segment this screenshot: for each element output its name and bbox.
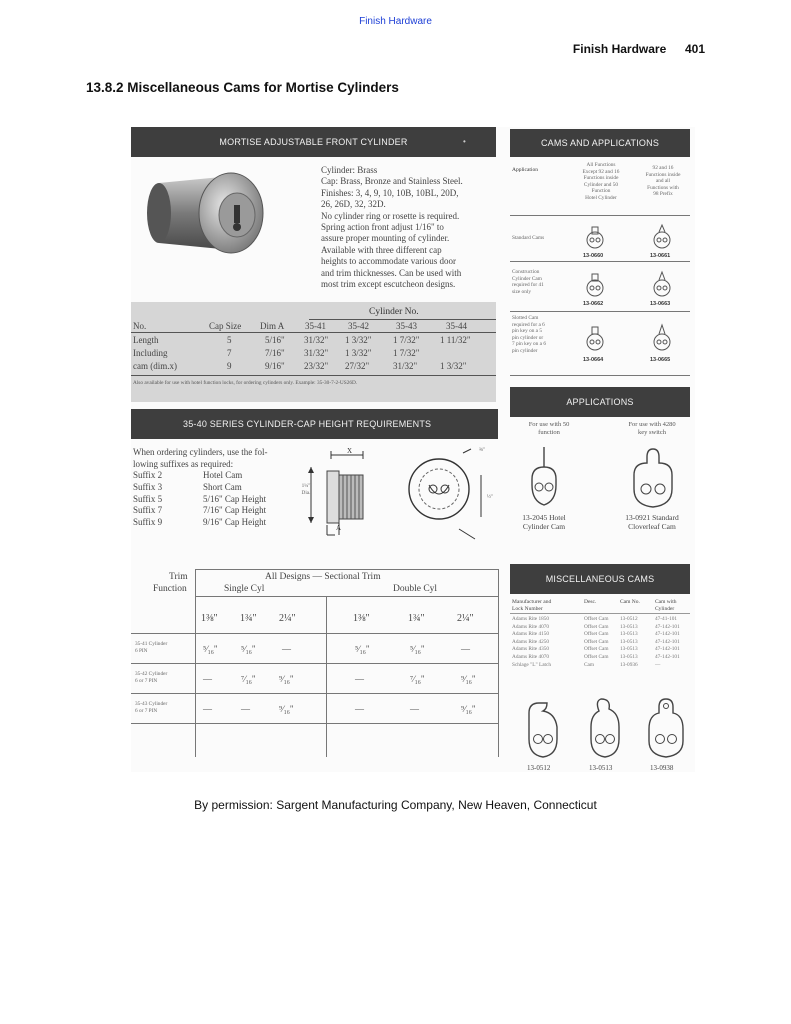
series-heading-bar [131, 409, 498, 439]
desc-line: heights to accommodate various door [321, 256, 456, 267]
misc-row [512, 654, 680, 662]
misc-cell: — [655, 661, 661, 668]
cam-13-0662-icon [584, 271, 606, 299]
cam-13-0938-icon [645, 695, 687, 761]
misc-header-mfr [512, 599, 551, 612]
table-cell: Including [133, 348, 168, 358]
misc-cell: Adams Rite 4150 [512, 631, 550, 638]
trim-cell: — [203, 674, 212, 684]
misc-row [512, 662, 680, 670]
misc-row [512, 631, 680, 639]
suffix-code: Suffix 2 [133, 470, 163, 480]
application-col1 [571, 162, 631, 201]
cam-13-0663-icon [651, 269, 673, 299]
trim-row-label: 35-41 Cylinder [135, 641, 168, 647]
trim-cell: ⁹⁄₁₆" [461, 674, 476, 684]
cam-row-label-block [512, 315, 546, 354]
misc-cell: 47-142-101 [655, 623, 680, 630]
suffix-desc: 9/16" Cap Height [203, 517, 267, 528]
misc-cell: 47-142-101 [655, 653, 680, 660]
table-header-cap: Cap Size [209, 321, 242, 331]
table-rule [131, 375, 496, 376]
table-cell: 1 7/32" [393, 348, 420, 358]
dim-dia-label: 1¼" Dia. [301, 483, 311, 496]
misc-header-with-cyl [655, 599, 677, 612]
note-line: For use with 4280 [628, 421, 676, 428]
top-link[interactable]: Finish Hardware [359, 16, 432, 27]
trim-rule [195, 569, 498, 570]
misc-cell: Offset Cam [584, 623, 609, 630]
desc-line: Cap: Brass, Bronze and Stainless Steel. [321, 176, 463, 187]
desc-line: No cylinder ring or rosette is required. [321, 210, 460, 221]
misc-cell: Adams Rite 4250 [512, 638, 550, 645]
misc-cell: 13-0513 [620, 638, 638, 645]
note-line: function [538, 428, 560, 436]
cam-row-label: pin cylinder or [512, 334, 544, 341]
cloverleaf-cam-icon [626, 445, 680, 511]
applications-left-note [514, 421, 584, 436]
applications-heading-bar [510, 387, 690, 417]
thickness-header: 2¼" [457, 613, 474, 624]
table-header-3542: 35-42 [348, 321, 369, 331]
misc-cell: Adams Rite 4070 [512, 653, 550, 660]
catalog-scan [131, 127, 695, 772]
single-cyl-label: Single Cyl [224, 584, 265, 594]
misc-cell: Offset Cam [584, 616, 609, 622]
cam-code: 13-0662 [583, 301, 604, 307]
col2-line: 92 and 16 [652, 165, 674, 171]
cam-code: 13-0661 [650, 253, 671, 259]
misc-cams-heading-bar [510, 564, 690, 594]
trim-cell: — [355, 704, 364, 714]
cams-rule [510, 215, 690, 216]
dim-a-label: A [336, 524, 342, 532]
misc-cell: 13-0513 [620, 646, 638, 653]
table-cell: 9 [227, 361, 232, 371]
hotel-cylinder-cam-icon [524, 445, 564, 511]
trim-row-label: 6 PIN [135, 648, 148, 654]
misc-cell: Cam [584, 661, 595, 668]
section-title: 13.8.2 Miscellaneous Cams for Mortise Cylinders [86, 80, 399, 95]
cloverleaf-cam-caption [615, 513, 689, 531]
cam-row-label: required for a 6 [512, 321, 545, 328]
cylinder-front-view-diagram [399, 445, 499, 545]
page-header [573, 42, 705, 56]
table-rule [309, 319, 496, 320]
trim-rule [131, 693, 499, 694]
misc-header-desc: Desc. [584, 599, 597, 605]
table-cell: 23/32" [304, 361, 329, 371]
figure-caption: By permission: Sargent Manufacturing Company, New Heaven, Connecticut [194, 798, 597, 812]
col1-line: Hotel Cylinder [585, 194, 617, 201]
misc-header-line: Cam with [655, 599, 677, 605]
all-designs-label: All Designs — Sectional Trim [265, 572, 381, 582]
thickness-header: 1⅜" [353, 613, 370, 624]
trim-cell: ⁵⁄₁₆" [203, 644, 218, 654]
trim-row-label: 6 or 7 PIN [135, 708, 158, 714]
trim-cell: — [282, 644, 291, 654]
table-header-dim: Dim A [260, 321, 285, 331]
applications-heading: APPLICATIONS [566, 397, 634, 407]
trim-rule [131, 663, 499, 664]
misc-cam-caption: 13-0513 [589, 764, 613, 772]
double-cyl-label: Double Cyl [393, 584, 438, 594]
caption-line: Cylinder Cam [522, 522, 566, 531]
dim-x-label: X [347, 447, 353, 455]
trim-cell: ⁹⁄₁₆" [279, 674, 294, 684]
cam-code: 13-0665 [650, 357, 671, 363]
misc-cell: 47-142-101 [655, 646, 680, 653]
cam-13-0665-icon [651, 321, 673, 353]
misc-cam-caption: 13-0938 [650, 764, 674, 772]
table-cell: 1 11/32" [440, 335, 471, 345]
table-cell: 7 [227, 348, 232, 358]
trim-rule [195, 596, 498, 597]
table-cell: 1 7/32" [393, 335, 420, 345]
col1-line: Functions inside [583, 175, 619, 181]
misc-header-line: Manufacturer and [512, 599, 552, 605]
col1-line: All Functions [586, 162, 616, 168]
table-header-3541: 35-41 [305, 321, 326, 331]
table-cell: 5/16" [265, 335, 285, 345]
misc-cell: Offset Cam [584, 653, 609, 660]
cam-13-0664-icon [584, 323, 606, 353]
table-header-3544: 35-44 [446, 321, 467, 331]
dim-r-label: ½" [487, 494, 494, 500]
misc-cell: Adams Rite 4070 [512, 623, 550, 630]
suffix-desc: Hotel Cam [203, 470, 243, 480]
note-line: key switch [638, 428, 666, 436]
misc-cell: Offset Cam [584, 631, 609, 638]
misc-cell: 47-142-101 [655, 631, 680, 638]
misc-cell: Offset Cam [584, 646, 609, 653]
cams-rule [510, 261, 690, 262]
applications-right-note [617, 421, 687, 436]
cam-13-0660-icon [584, 225, 606, 251]
header-title: Finish Hardware [572, 42, 667, 56]
misc-cam-caption: 13-0512 [527, 764, 551, 772]
trim-cell: — [355, 674, 364, 684]
desc-line: assure proper mounting of cylinder. [321, 233, 450, 244]
trim-row-label: 6 or 7 PIN [135, 678, 158, 684]
cylinder-no-label: Cylinder No. [369, 307, 419, 317]
mortise-heading-bar: MORTISE ADJUSTABLE FRONT CYLINDER • [131, 127, 496, 157]
misc-header-line: Cylinder [655, 605, 675, 612]
table-cell: 9/16" [265, 361, 285, 371]
cam-row-label: Standard Cams [512, 235, 545, 241]
trim-rule [326, 597, 327, 757]
cam-code: 13-0663 [650, 301, 671, 307]
cam-code: 13-0660 [583, 253, 604, 259]
trim-cell: ⁵⁄₁₆" [410, 644, 425, 654]
caption-line: Cloverleaf Cam [628, 522, 676, 531]
col1-line: Except 92 and 16 [582, 168, 620, 175]
desc-line: Finishes: 3, 4, 9, 10, 10B, 10BL, 20D, [321, 187, 459, 198]
table-header-no: No. [133, 321, 147, 331]
suffix-code: Suffix 5 [133, 493, 163, 504]
suffix-list [133, 470, 266, 529]
desc-line: and trim thicknesses. Can be used with [321, 267, 462, 278]
misc-cell: Schlage "L" Latch [512, 661, 552, 668]
trim-cell: ⁷⁄₁₆" [241, 674, 256, 684]
function-label: Function [153, 584, 187, 594]
application-label: Application [512, 167, 538, 173]
application-col2 [633, 165, 693, 198]
desc-line: Cylinder: Brass [321, 165, 378, 175]
suffix-row [133, 482, 266, 494]
trim-cell: — [203, 704, 212, 714]
cam-row-label-block [512, 269, 544, 295]
cam-row-label: Construction [512, 269, 540, 275]
table-rule [131, 332, 496, 333]
mortise-footnote: Also available for use with hotel function locks, for ordering cylinders only. Example: 35-30-7-2-US26D. [133, 380, 358, 386]
trim-cell: — [410, 704, 419, 714]
trim-label: Trim [169, 572, 188, 582]
misc-row [512, 646, 680, 654]
trim-row-label: 35-42 Cylinder [135, 671, 168, 677]
cam-code: 13-0664 [583, 357, 604, 363]
intro-line: lowing suffixes as required: [133, 458, 234, 469]
misc-cell: 13-0512 [620, 616, 638, 622]
cam-row-label: size only [512, 288, 531, 295]
trim-rule [131, 723, 499, 724]
trim-cell: — [241, 704, 250, 714]
desc-line: Available with three different cap [321, 244, 442, 255]
suffix-code: Suffix 3 [133, 481, 163, 492]
suffix-code: Suffix 9 [133, 517, 163, 528]
intro-line: When ordering cylinders, use the fol- [133, 447, 268, 457]
col2-line: Functions inside [645, 171, 681, 178]
thickness-header: 1⅜" [201, 613, 218, 624]
cams-apps-heading: CAMS AND APPLICATIONS [540, 138, 660, 148]
note-line: For use with 50 [528, 421, 570, 428]
misc-row [512, 616, 680, 624]
col2-line: and all [655, 178, 671, 184]
cam-row-label: 7 pin key on a 6 [512, 341, 546, 347]
misc-cams-heading: MISCELLANEOUS CAMS [545, 574, 655, 584]
mortise-cylinder-illustration [141, 163, 271, 263]
cams-rule [510, 311, 690, 312]
table-cell: 31/32" [304, 348, 329, 358]
table-cell: 7/16" [265, 348, 285, 358]
desc-line: 26, 26D, 32, 32D. [321, 199, 386, 210]
misc-cell: Offset Cam [584, 638, 609, 645]
series-heading: 35-40 SERIES CYLINDER-CAP HEIGHT REQUIREMENTS [183, 419, 432, 429]
desc-line: Spring action front adjust 1/16" to [321, 222, 444, 233]
cam-13-0512-icon [523, 699, 563, 761]
cam-row-label: required for 41 [512, 282, 544, 288]
misc-cell: 13-0936 [620, 661, 638, 668]
cams-rule [510, 375, 690, 376]
table-header-3543: 35-43 [396, 321, 417, 331]
suffix-row [133, 494, 266, 506]
suffix-row [133, 505, 266, 517]
cam-13-0661-icon [651, 223, 673, 251]
table-cell: Length [133, 335, 159, 345]
misc-cell: 13-0513 [620, 631, 638, 638]
col2-line: 98 Prefix [653, 191, 673, 197]
trim-cell: ⁹⁄₁₆" [461, 704, 476, 714]
misc-cell: 47-142-101 [655, 638, 680, 645]
thickness-header: 1¾" [240, 613, 257, 624]
table-cell: 1 3/32" [440, 361, 467, 371]
misc-cell: Adams Rite 4350 [512, 646, 550, 653]
suffix-desc: 7/16" Cap Height [203, 505, 267, 516]
page-number: 401 [684, 42, 705, 56]
table-cell: 31/32" [304, 335, 329, 345]
cams-apps-heading-bar [510, 129, 690, 157]
suffix-code: Suffix 7 [133, 505, 163, 516]
table-cell: 5 [227, 335, 232, 345]
trim-cell: ⁷⁄₁₆" [410, 674, 425, 684]
table-cell: 1 3/32" [345, 348, 372, 358]
col1-line: Cylinder and 50 [583, 181, 619, 188]
table-cell: 27/32" [345, 361, 370, 371]
table-cell: cam (dim.x) [133, 361, 177, 371]
mortise-description [321, 165, 463, 290]
trim-table [131, 567, 499, 757]
trim-cell: ⁹⁄₁₆" [279, 704, 294, 714]
misc-cell: 13-0513 [620, 653, 638, 660]
desc-line: most trim except escutcheon designs. [321, 279, 456, 290]
series-intro [133, 447, 267, 470]
misc-table [512, 616, 680, 669]
misc-header-camno: Cam No. [620, 599, 640, 605]
table-cell: 31/32" [393, 361, 418, 371]
cam-row-label: Slotted Cam [512, 315, 539, 321]
col1-line: Function [591, 188, 611, 194]
suffix-desc: 5/16" Cap Height [203, 493, 267, 504]
misc-cell: 47-41-101 [655, 616, 678, 622]
trim-cell: ⁵⁄₁₆" [355, 644, 370, 654]
suffix-desc: Short Cam [203, 481, 242, 492]
thickness-header: 1¾" [408, 613, 425, 624]
dim-side-label: ⅜" [479, 447, 486, 453]
trim-row-label: 35-43 Cylinder [135, 701, 168, 707]
misc-cell: Adams Rite 1850 [512, 616, 550, 622]
caption-line: 13-2045 Hotel [522, 513, 566, 522]
caption-line: 13-0921 Standard [625, 513, 679, 522]
mortise-heading: MORTISE ADJUSTABLE FRONT CYLINDER [219, 137, 408, 147]
cam-13-0513-icon [585, 695, 625, 761]
misc-rule [510, 613, 690, 614]
table-cell: 1 3/32" [345, 335, 372, 345]
cam-row-label: pin cylinder [512, 347, 538, 354]
misc-header-line: Lock Number [512, 605, 543, 612]
cam-row-label: Cylinder Cam [512, 275, 542, 282]
misc-cell: 13-0513 [620, 623, 638, 630]
hotel-cam-caption [512, 513, 576, 531]
cam-row-label: pin key on a 5 [512, 328, 543, 334]
trim-rule [131, 633, 499, 634]
trim-cell: — [461, 644, 470, 654]
col2-line: Functions with [647, 184, 679, 191]
suffix-row [133, 517, 266, 529]
suffix-row [133, 470, 266, 482]
trim-cell: ⁵⁄₁₆" [241, 644, 256, 654]
thickness-header: 2¼" [279, 613, 296, 624]
